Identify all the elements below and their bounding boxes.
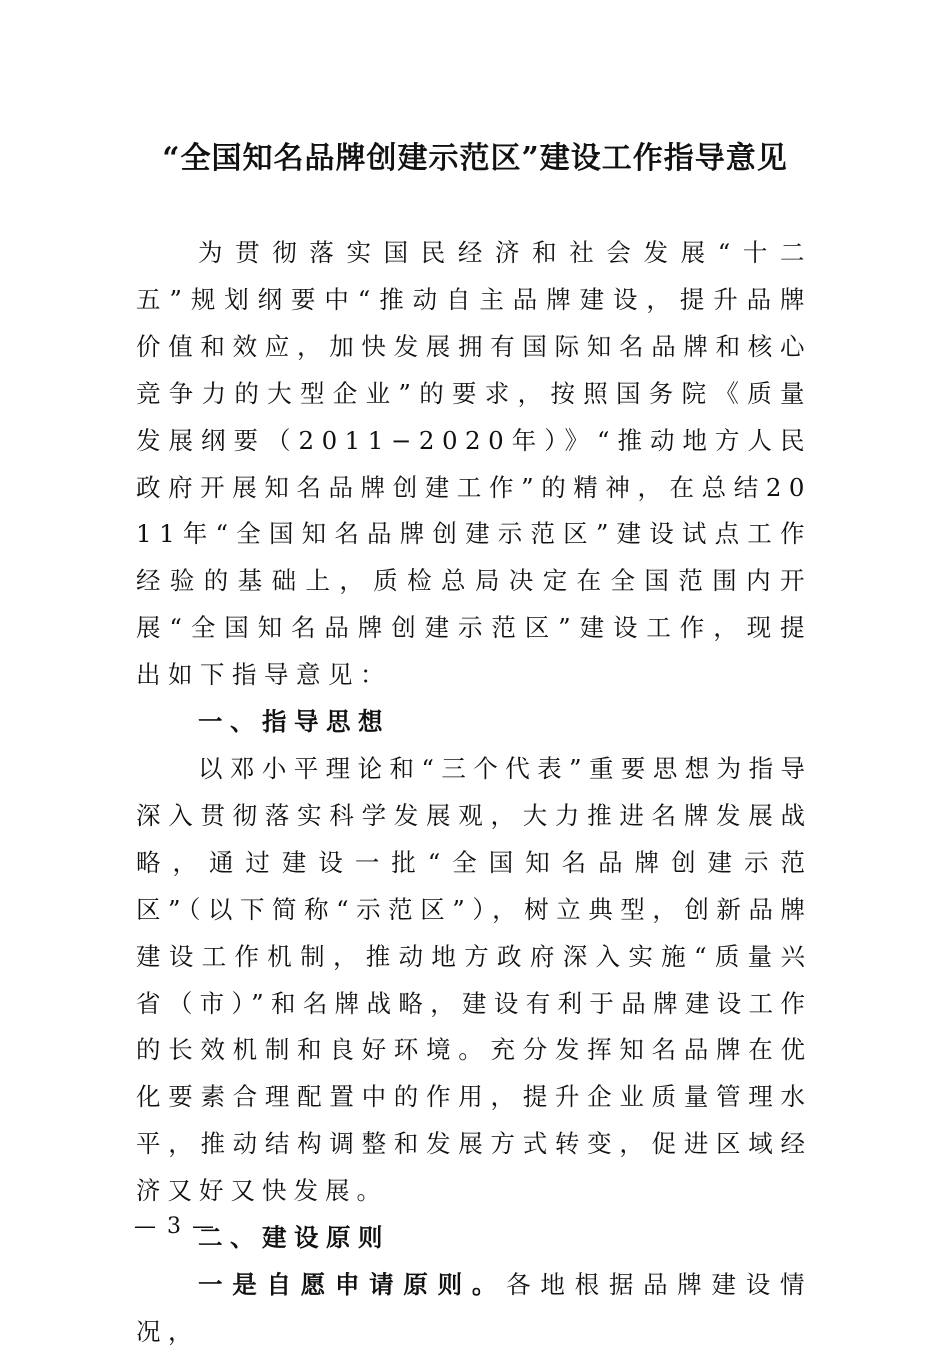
section-heading-guiding-ideology: 一、指导思想: [198, 707, 390, 737]
guiding-ideology-paragraph: 以邓小平理论和“三个代表”重要思想为指导深入贯彻落实科学发展观，大力推进名牌发展战略，通过建设一批“全国知名品牌创建示范区”（以下简称“示范区”），树立典型，创新品牌建设工作机制，推动地方政府深入实施“质量兴省（市）”和名牌战略，建设有利于品牌建设工作的长效机制和良好环境。充分发挥知名品牌在优化要素合理配置中的作用，提升企业质量管理水平，推动结构调整和发展方式转变，促进区域经济又好又快发展。: [136, 753, 812, 1206]
document-body: [136, 230, 812, 1356]
principle-one-paragraph: [136, 1262, 812, 1356]
principle-one-title: 一是自愿申请原则。: [198, 1269, 507, 1299]
intro-paragraph: 为贯彻落实国民经济和社会发展“十二五”规划纲要中“推动自主品牌建设，提升品牌价值和效应，加快发展拥有国际知名品牌和核心竞争力的大型企业”的要求，按照国务院《质量发展纲要（2011−2020年）》“推动地方人民政府开展知名品牌创建工作”的精神，在总结2011年“全国知名品牌创建示范区”建设试点工作经验的基础上，质检总局决定在全国范围内开展“全国知名品牌创建示范区”建设工作，现提出如下指导意见：: [136, 238, 812, 690]
principle-one-text: 各地根据品牌建设情况，: [136, 1269, 813, 1346]
page-title: “全国知名品牌创建示范区”建设工作指导意见: [162, 141, 788, 176]
section-heading-principles: 二、建设原则: [198, 1223, 390, 1253]
page-number: — 3 —: [134, 1214, 216, 1239]
